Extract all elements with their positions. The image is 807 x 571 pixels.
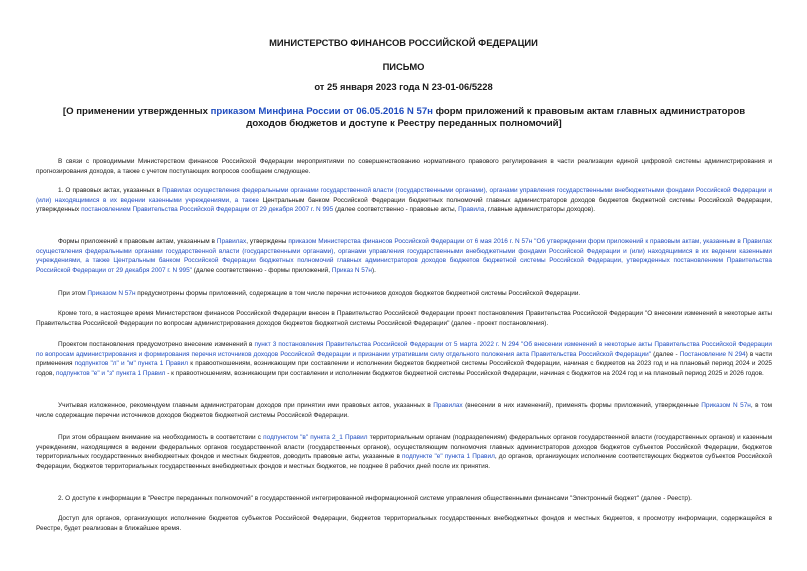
paragraph-text: - к правоотношениям, возникающим при составлении и исполнении бюджетов бюджетной системы Российской Федерации, начиная с бюджетов на 2024 год и на плановый период 2025 и 2026 годов. (165, 369, 764, 377)
paragraph-text: При этом (58, 290, 88, 297)
ministry-title: МИНИСТЕРСТВО ФИНАНСОВ РОССИЙСКОЙ ФЕДЕРАЦИИ (269, 37, 538, 48)
rules-link[interactable]: Правилах (433, 402, 463, 409)
paragraph-text: В связи с проводимыми Министерством финансов Российской Федерации мероприятиями по совершенствованию нормативного правового регулирования в части реализации единой цифровой системы администрирования и прогнозирования доходов, а также с учетом поступающих вопросов сообщаем следующее. (36, 158, 772, 175)
paragraph-registry-availability (36, 514, 772, 533)
document-date-number: от 25 января 2023 года N 23-01-06/5228 (314, 81, 493, 92)
paragraph-text: 2. О доступе к информации в "Реестре переданных полномочий" в государственной интегрированной информационной системе управления общественными финансами "Электронный бюджет" (далее - Реестр). (58, 495, 692, 502)
paragraph-text: (далее соответственно - правовые акты, (333, 206, 459, 214)
subject-text: [О применении утвержденных (62, 106, 211, 117)
paragraph-text: Учитывая изложенное, рекомендуем главным администраторам доходов при принятии ими правовых актов, указанных в (58, 402, 434, 409)
order-57n-link[interactable]: Приказ N 57н (331, 266, 372, 274)
resolution-294-item3-link[interactable]: пункт 3 постановления Правительства Российской Федерации от 5 марта 2022 г. N 294 "Об внесении изменений в некоторые акты Правительства Российской Федерации по вопросам администрирования и формирования перечня источников доходов Российской Федерации и признании утратившим силу отдельного положения акта Правительства Российской Федерации" (36, 341, 772, 358)
paragraph-intro (36, 157, 772, 176)
order-57n-full-link[interactable]: приказом Министерства финансов Российской Федерации от 6 мая 2016 г. N 57н "Об утверждении форм приложений к правовым актам, указанным в Правилах осуществления федеральными органами государственной власти (государственными органами), органами управления государственными внебюджетными фондами Российской Федерации и (или) находящимися в их ведении казенными учреждениями, а также Центральным банком Российской Федерации бюджетных полномочий главных администраторов доходов бюджетов бюджетной системы Российской Федерации, утвержденных постановлением Правительства Российской Федерации от 29 декабря 2007 г. N 995" (36, 238, 772, 274)
document-subject (45, 106, 763, 130)
rules-link[interactable]: Правилах осуществления федеральными органами государственной власти (государственными органами), органами управления государственными внебюджетными фондами Российской Федерации и (или) находящимися в их ведении казенными учреждениями, а также (36, 187, 772, 204)
paragraph-text: , утверждены (246, 238, 289, 245)
subject-text: форм приложений к правовым актам главных администраторов доходов бюджетов и доступе к Реестру переданных полномочий] (246, 106, 746, 129)
paragraph-text: к правоотношениям, возникающим при составлении и исполнении бюджетов бюджетной системы Российской Федерации, начиная с бюджетов на 2023 год и на плановый период 2024 и 2025 годов, (36, 360, 773, 377)
order-57n-link[interactable]: Приказом N 57н (87, 290, 136, 297)
paragraph-text: предусмотрены формы приложений, содержащие в том числе перечни источников доходов бюджетов бюджетной системы Российской Федерации. (135, 290, 581, 297)
paragraph-text: 1. О правовых актах, указанных в (58, 187, 163, 194)
document-type: ПИСЬМО (382, 61, 425, 72)
paragraph-text: Проектом постановления предусмотрено внесение изменений в (58, 341, 255, 348)
paragraph-registry-access (36, 494, 772, 504)
rules-short-link[interactable]: Правила (458, 206, 485, 214)
paragraph-text: (внесении в них изменений), применять формы приложений, утвержденные (462, 402, 702, 409)
paragraph-text: , главные администраторы доходов). (484, 206, 596, 214)
paragraph-text: , до органов, организующих исполнение соответствующих бюджетов субъектов Российской Федерации, бюджетов территориальных государственных внебюджетных фондов и местных бюджетов, не позднее 8 рабочих дней после их принятия. (36, 453, 772, 470)
paragraph-text: Кроме того, в настоящее время Министерством финансов Российской Федерации внесен в Правительство Российской Федерации проект постановления Правительства Российской Федерации "О внесении изменений в некоторые акты Правительства Российской Федерации по вопросам администрирования доходов бюджетов бюджетной системы Российской Федерации" (далее - проект постановления). (36, 310, 772, 327)
paragraph-order-forms (36, 289, 772, 299)
paragraph-text: При этом обращаем внимание на необходимость в соответствии с (58, 434, 264, 441)
paragraph-amendments (36, 340, 772, 378)
paragraph-legal-acts (36, 186, 772, 215)
paragraph-text: Центральным банком Российской Федерации бюджетных полномочий главных администраторов доходов бюджетов бюджетной системы Российской Федерации, утвержденных (36, 196, 772, 214)
paragraph-draft-resolution (36, 309, 772, 328)
paragraph-text: Доступ для органов, организующих исполнение бюджетов субъектов Российской Федерации, бюджетов территориальных государственных внебюджетных фондов и местных бюджетов, к просмотру информации, содержащейся в Реестре, будет реализован в ближайшее время. (36, 515, 772, 532)
paragraph-text: , в том числе содержащие перечни источников доходов бюджетов бюджетной системы Российской Федерации. (36, 402, 772, 419)
paragraph-text: территориальным органам (подразделениям) федеральных органов государственной власти (государственных органов) и казенным учреждениям, находящимся в ведении федеральных органов государственной власти (государственных органов), осуществляющим полномочия главных администраторов доходов бюджетов субъектов Российской Федерации, бюджетов территориальных государственных внебюджетных фондов и местных бюджетов, доводить правовые акты, указанные в (36, 434, 772, 461)
paragraph-text: ) в части применения (36, 350, 772, 368)
paragraph-text: (далее соответственно - формы приложений, (191, 266, 332, 274)
paragraph-text: Формы приложений к правовым актам, указанным в (58, 238, 217, 245)
subject-order-link[interactable]: приказом Минфина России от 06.05.2016 N 57н (210, 106, 433, 117)
order-57n-link[interactable]: Приказом N 57н (701, 402, 751, 409)
paragraph-text: (далее - (651, 350, 680, 358)
subitems-l-m-link[interactable]: подпунктов "л" и "м" пункта 1 Правил (74, 360, 189, 368)
paragraph-attention (36, 433, 772, 471)
resolution-995-link[interactable]: постановлением Правительства Российской Федерации от 29 декабря 2007 г. N 995 (81, 206, 334, 214)
subitem-v-2-1-link[interactable]: подпунктом "в" пункта 2_1 Правил (263, 434, 368, 441)
subitems-e-z-link[interactable]: подпунктов "е" и "з" пункта 1 Правил (55, 369, 166, 377)
paragraph-recommendation (36, 401, 772, 420)
subitem-e-item1-link[interactable]: подпункте "е" пункта 1 Правил (402, 453, 495, 461)
paragraph-text: ). (371, 266, 376, 274)
rules-link[interactable]: Правилах (216, 238, 247, 245)
resolution-294-link[interactable]: Постановление N 294 (679, 350, 746, 358)
paragraph-forms (36, 237, 772, 275)
